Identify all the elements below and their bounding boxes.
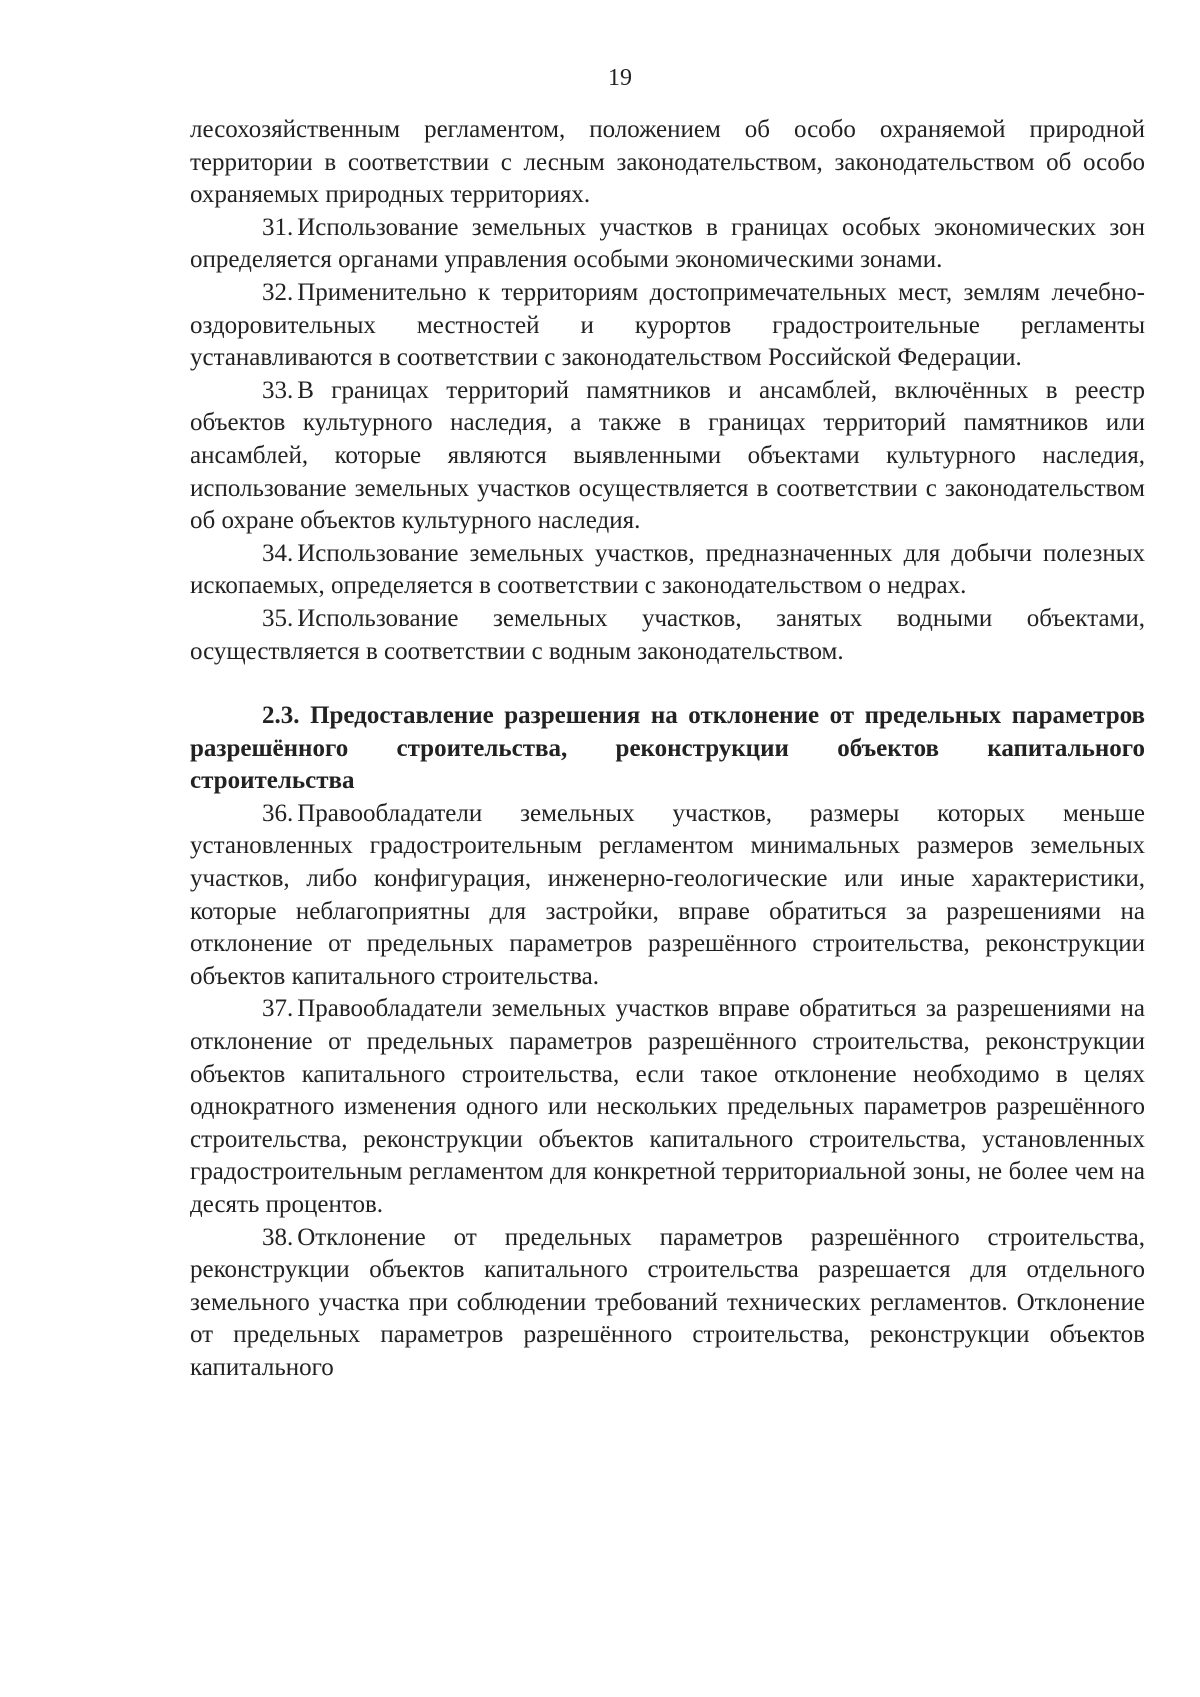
paragraph-number: 32. (262, 278, 294, 306)
paragraph-31 (190, 212, 1145, 277)
paragraph-text: Правообладатели земельных участков вправе обратиться за разрешениями на отклонение от предельных параметров разрешённого строительства, реконструкции объектов капитального строительства, если такое отклонение необходимо в целях однократного изменения одного или нескольких предельных параметров разрешённого строительства, реконструкции объектов капитального строительства, установленных градостроительным регламентом для конкретной территориальной зоны, не более чем на десять процентов. (190, 995, 1145, 1218)
paragraph-text: лесохозяйственным регламентом, положением об особо охраняемой природной территории в соответствии с лесным законодательством, законодательством об особо охраняемых природных территориях. (190, 116, 1145, 209)
paragraph-text: Отклонение от предельных параметров разрешённого строительства, реконструкции объектов капитального строительства разрешается для отдельного земельного участка при соблюдении требований технических регламентов. Отклонение от предельных параметров разрешённого строительства, реконструкции объектов капитального (190, 1223, 1145, 1381)
paragraph-text: Применительно к территориям достопримечательных мест, землям лечебно-оздоровительных местностей и курортов градостроительные регламенты устанавливаются в соответствии с законодательством Российской Федерации. (190, 278, 1145, 372)
paragraph-text: Использование земельных участков, предназначенных для добычи полезных ископаемых, определяется в соответствии с законодательством о недрах. (190, 539, 1145, 600)
page-number: 19 (608, 65, 632, 91)
paragraph-text: Использование земельных участков, занятых водными объектами, осуществляется в соответствии с водным законодательством. (190, 604, 1145, 665)
paragraph-number: 35. (262, 604, 294, 632)
paragraph-32 (190, 277, 1145, 375)
paragraph-33 (190, 375, 1145, 538)
paragraph-number: 36. (262, 799, 294, 827)
section-heading: 2.3. Предоставление разрешения на отклонение от предельных параметров разрешённого строительства, реконструкции объектов капитального строительства (190, 702, 1145, 795)
document-body (190, 114, 1145, 1385)
paragraph-38 (190, 1222, 1145, 1385)
paragraph-text: Использование земельных участков в границах особых экономических зон определяется органами управления особыми экономическими зонами. (190, 213, 1145, 274)
paragraph-continuation (190, 114, 1145, 212)
paragraph-number: 34. (262, 539, 294, 567)
paragraph-number: 38. (262, 1223, 294, 1251)
paragraph-36 (190, 798, 1145, 994)
paragraph-number: 33. (262, 376, 294, 404)
paragraph-text: Правообладатели земельных участков, размеры которых меньше установленных градостроительным регламентом минимальных размеров земельных участков, либо конфигурация, инженерно-геологические или иные характеристики, которые неблагоприятны для застройки, вправе обратиться за разрешениями на отклонение от предельных параметров разрешённого строительства, реконструкции объектов капитального строительства. (190, 799, 1145, 990)
paragraph-text: В границах территорий памятников и ансамблей, включённых в реестр объектов культурного наследия, а также в границах территорий памятников или ансамблей, которые являются выявленными объектами культурного наследия, использование земельных участков осуществляется в соответствии с законодательством об охране объектов культурного наследия. (190, 376, 1145, 535)
paragraph-number: 31. (262, 213, 294, 241)
paragraph-37 (190, 993, 1145, 1221)
paragraph-number: 37. (262, 995, 294, 1023)
paragraph-35 (190, 603, 1145, 668)
paragraph-34 (190, 538, 1145, 603)
